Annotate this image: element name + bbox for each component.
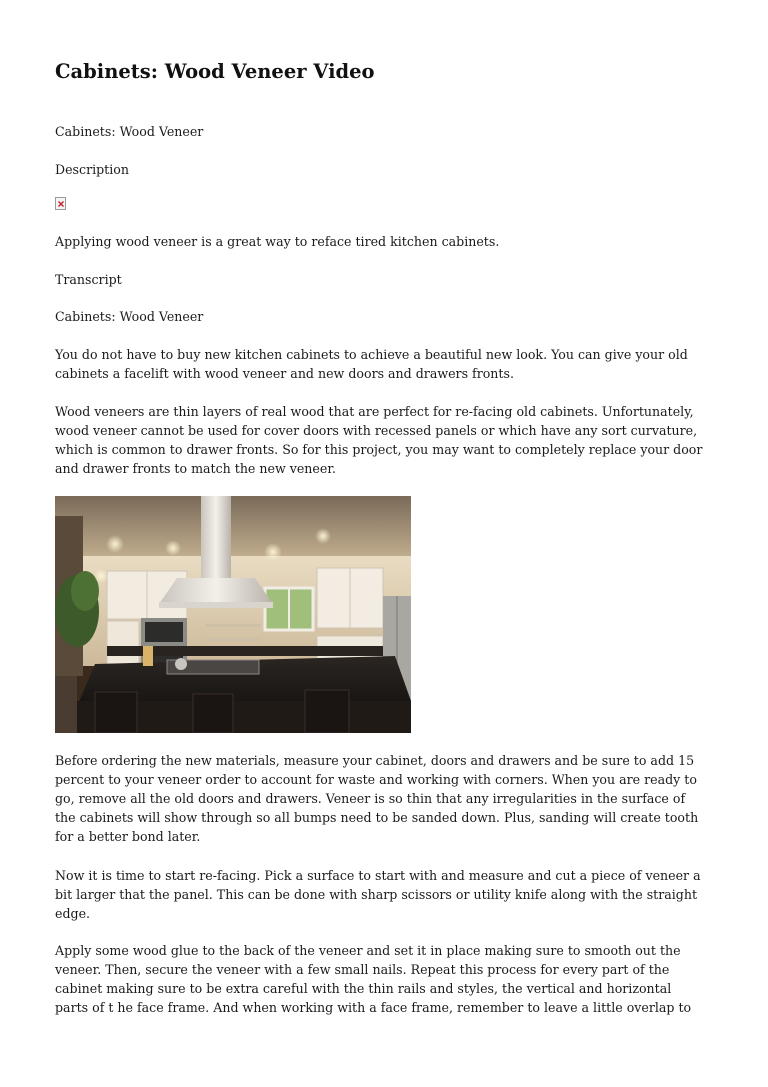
broken-image-icon [55, 197, 66, 210]
text-line: and drawer fronts to match the new veneer. [55, 461, 336, 476]
text-line: bit larger that the panel. This can be done with sharp scissors or utility knife along with the straight [55, 887, 698, 902]
text-line: percent to your veneer order to account for waste and working with corners. When you are ready to [55, 772, 697, 787]
text-line: You do not have to buy new kitchen cabinets to achieve a beautiful new look. You can give your old [55, 347, 688, 362]
description-heading: Description [55, 162, 129, 177]
text-line: go, remove all the old doors and drawers. Veneer is so thin that any irregularities in the surface of [55, 791, 686, 806]
transcript-heading: Transcript [55, 272, 122, 287]
paragraph-1 [55, 345, 715, 383]
text-line: Wood veneers are thin layers of real wood that are perfect for re-facing old cabinets. Unfortunately, [55, 404, 694, 419]
text-line: wood veneer cannot be used for cover doors with recessed panels or which have any sort curvature, [55, 423, 698, 438]
text-line: Now it is time to start re-facing. Pick a surface to start with and measure and cut a piece of veneer a [55, 868, 701, 883]
text-line: edge. [55, 906, 91, 921]
paragraph-2 [55, 402, 715, 478]
paragraph-3 [55, 751, 715, 846]
text-line: veneer. Then, secure the veneer with a few small nails. Repeat this process for every part of the [55, 962, 670, 977]
paragraph-5 [55, 941, 715, 1017]
text-line: parts of t he face frame. And when working with a face frame, remember to leave a little overlap to [55, 1000, 692, 1015]
document-subtitle: Cabinets: Wood Veneer [55, 124, 204, 139]
document-title: Cabinets: Wood Veneer Video [55, 60, 375, 83]
text-line: Apply some wood glue to the back of the veneer and set it in place making sure to smooth out the [55, 943, 681, 958]
text-line: which is common to drawer fronts. So for this project, you may want to completely replace your door [55, 442, 703, 457]
transcript-title: Cabinets: Wood Veneer [55, 309, 204, 324]
kitchen-photo [55, 496, 411, 733]
text-line: Before ordering the new materials, measure your cabinet, doors and drawers and be sure to add 15 [55, 753, 695, 768]
paragraph-4 [55, 866, 715, 923]
text-line: for a better bond later. [55, 829, 201, 844]
text-line: the cabinets will show through so all bumps need to be sanded down. Plus, sanding will create tooth [55, 810, 699, 825]
description-text: Applying wood veneer is a great way to reface tired kitchen cabinets. [55, 234, 500, 249]
text-line: cabinet making sure to be extra careful with the thin rails and styles, the vertical and horizontal [55, 981, 672, 996]
text-line: cabinets a facelift with wood veneer and new doors and drawers fronts. [55, 366, 514, 381]
